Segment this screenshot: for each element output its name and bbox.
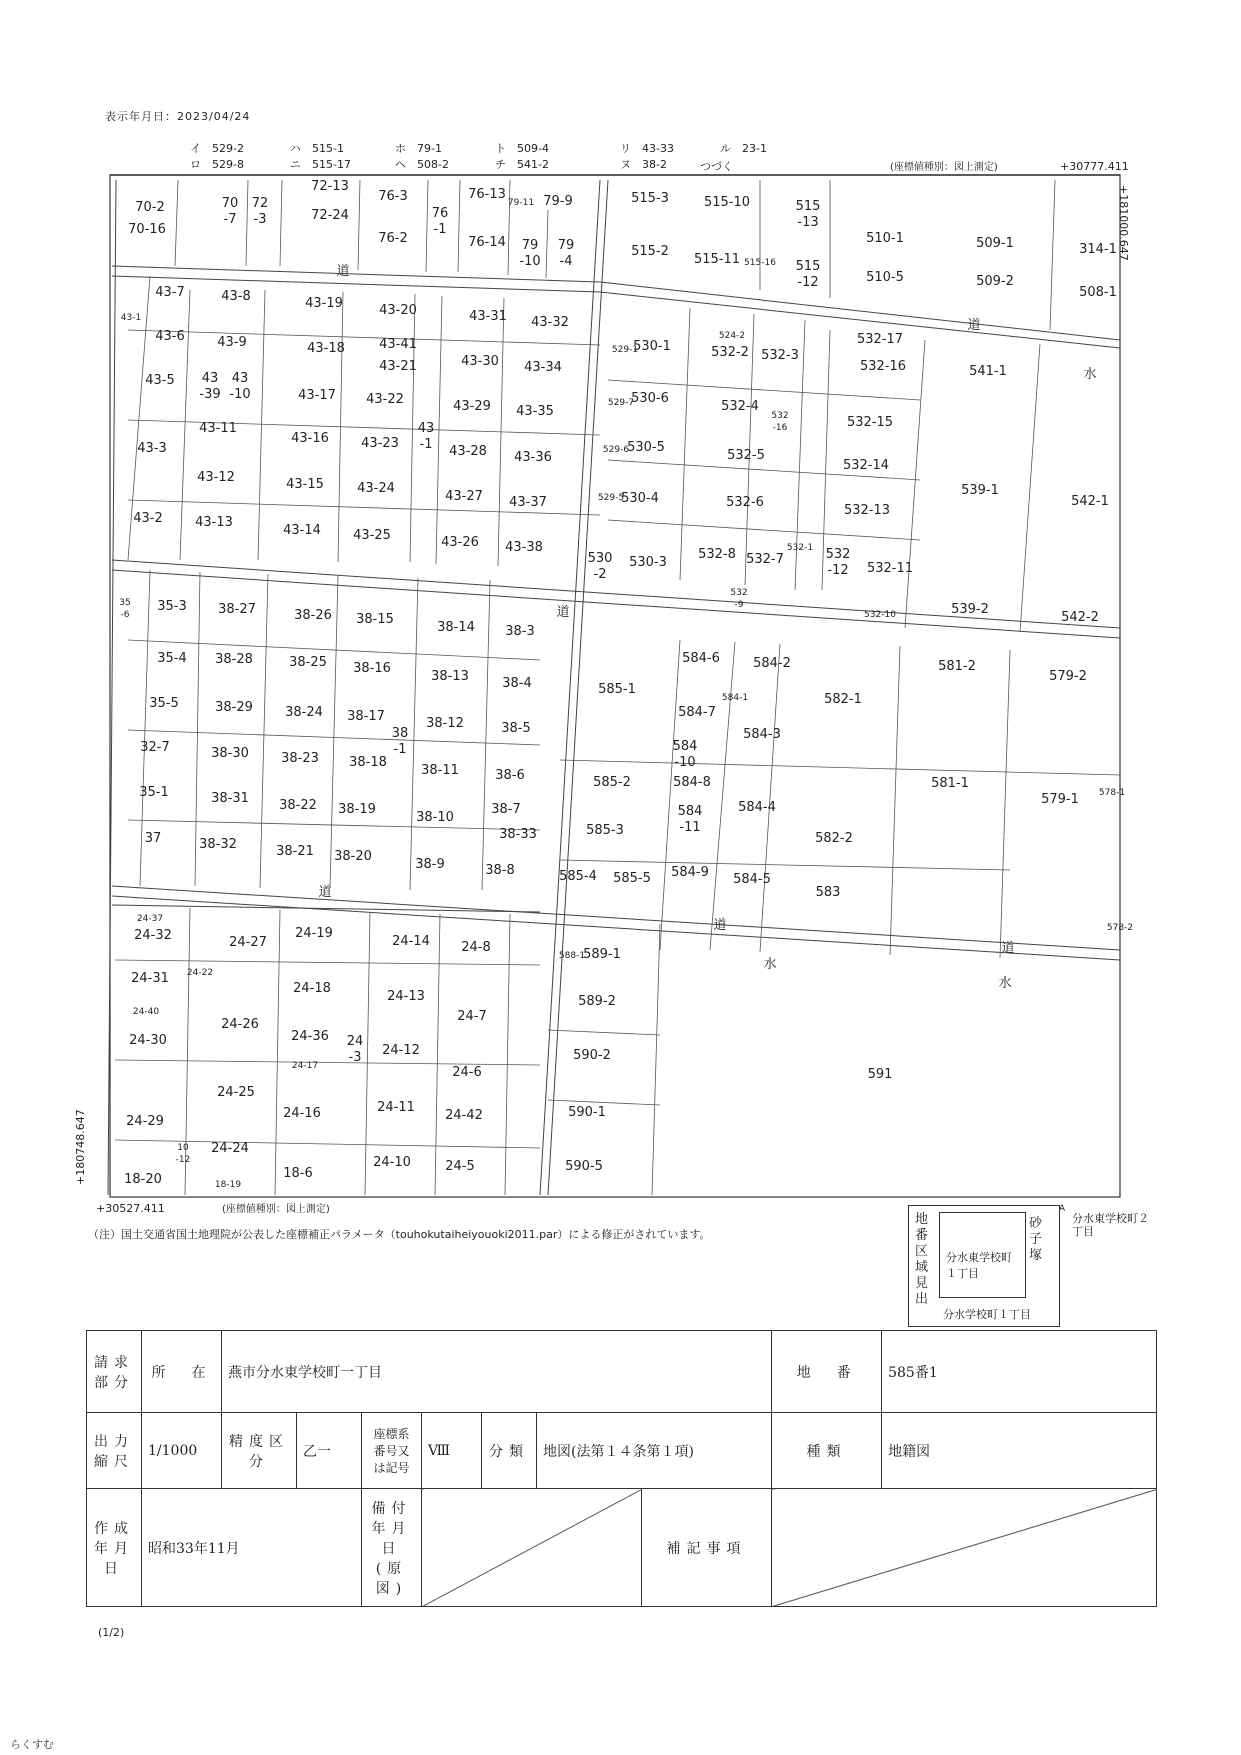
parcel-label: 539-1 xyxy=(961,483,999,498)
parcel-label: 515-2 xyxy=(631,244,669,259)
category-label: 分類 xyxy=(482,1413,537,1489)
parcel-label: 43-11 xyxy=(199,421,237,436)
parcel-label: 43-8 xyxy=(221,289,251,304)
parcel-label: 530-1 xyxy=(633,339,671,354)
parcel-label: 43-7 xyxy=(155,285,185,300)
parcel-label: 43-41 xyxy=(379,337,417,352)
parcel-label: 532-5 xyxy=(727,448,765,463)
parcel-label: 18-20 xyxy=(124,1172,162,1187)
parcel-label: 508-1 xyxy=(1079,285,1117,300)
parcel-label: 37 xyxy=(144,831,162,846)
parcel-label: -4 xyxy=(559,254,573,269)
legend-code: イ 529-2 xyxy=(190,142,244,155)
parcel-label: 515-3 xyxy=(631,191,669,206)
parcel-label: 530 xyxy=(587,551,613,566)
parcel-label: -11 xyxy=(679,820,701,835)
parcel-label: 532 xyxy=(825,547,851,562)
parcel-label: 38-25 xyxy=(289,655,327,670)
parcel-small-label: 578-2 xyxy=(1106,923,1134,933)
parcel-label: 43-24 xyxy=(357,481,395,496)
parcel-label: 38-31 xyxy=(211,791,249,806)
coord-note-top: (座標値種別：図上測定) xyxy=(890,162,998,173)
parcel-label: 584-5 xyxy=(733,872,771,887)
parcel-label: 38-12 xyxy=(426,716,464,731)
parcel-label: 43-31 xyxy=(469,309,507,324)
parcel-small-label: -6 xyxy=(120,610,130,620)
parcel-label: 530-5 xyxy=(627,440,665,455)
parcel-label: 532-15 xyxy=(846,415,894,430)
parcel-label: 583 xyxy=(815,885,841,900)
legend-code: ホ 79-1 xyxy=(395,142,442,155)
parcel-label: 43-38 xyxy=(505,540,543,555)
parcel-label: 542-2 xyxy=(1061,610,1099,625)
parcel-label: 43-34 xyxy=(524,360,562,375)
correction-note: （注）国土交通省国土地理院が公表した座標補正パラメータ（touhokutaiheiyouoki2011.par）による修正がされています。 xyxy=(88,1228,711,1241)
parcel-label: 24-5 xyxy=(445,1159,475,1174)
info-table xyxy=(86,1330,1157,1607)
parcel-label: 38-8 xyxy=(485,863,515,878)
parcel-label: 38-29 xyxy=(215,700,253,715)
parcel-label: -10 xyxy=(229,387,251,402)
parcel-label: 道 xyxy=(318,885,332,900)
parcel-label: 79 xyxy=(521,238,539,253)
parcel-label: 43-37 xyxy=(509,495,547,510)
parcel-label: 539-2 xyxy=(951,602,989,617)
parcel-label: 24-6 xyxy=(452,1065,482,1080)
parcel-label: 542-1 xyxy=(1071,494,1109,509)
parcel-label: 532-7 xyxy=(746,552,784,567)
parcel-label: 591 xyxy=(867,1067,893,1082)
created-label: 作成年月日 xyxy=(87,1489,142,1607)
legend-codes xyxy=(190,142,767,171)
parcel-label: 24-11 xyxy=(377,1100,415,1115)
parcel-label: 43-2 xyxy=(133,511,163,526)
parcel-label: 532-13 xyxy=(843,503,891,518)
parcel-label: -7 xyxy=(223,212,237,227)
parcel-label: 43-19 xyxy=(305,296,343,311)
parcel-small-label: 529-5 xyxy=(597,493,625,503)
legend-code: ト 509-4 xyxy=(495,142,549,155)
parcel-label: 584-8 xyxy=(673,775,711,790)
coord-side-bottom: +180748.647 xyxy=(74,1109,87,1185)
parcel-label: 18-6 xyxy=(283,1166,313,1181)
parcel-label: 35-5 xyxy=(149,696,179,711)
legend-code: ニ 515-17 xyxy=(290,158,351,171)
parcel-label: 35-3 xyxy=(157,599,187,614)
parcel-label: 76-14 xyxy=(468,235,506,250)
parcel-label: 43-28 xyxy=(449,444,487,459)
parcel-label: -10 xyxy=(519,254,541,269)
legend-bottom-town: 分水学校町１丁目 xyxy=(943,1308,1031,1321)
parcel-label: 585-2 xyxy=(593,775,631,790)
parcel-label: 38-5 xyxy=(501,721,531,736)
parcel-label: 35-1 xyxy=(139,785,169,800)
precision-value: 乙一 xyxy=(297,1413,362,1489)
parcel-label: 38-22 xyxy=(279,798,317,813)
legend-outside-town: 分水東学校町２丁目 xyxy=(1072,1212,1149,1238)
parcel-label: 70-16 xyxy=(128,222,166,237)
parcel-label: 24-26 xyxy=(221,1017,259,1032)
legend-title: 地番区域見出 xyxy=(915,1212,929,1307)
parcel-label: 43-17 xyxy=(298,388,336,403)
parcel-label: 79-9 xyxy=(543,194,573,209)
legend-code: リ 43-33 xyxy=(620,142,674,155)
parcel-small-label: 10 xyxy=(177,1143,189,1153)
parcel-label: 43-35 xyxy=(516,404,554,419)
category-value: 地図(法第１４条第１項) xyxy=(537,1413,772,1489)
parcel-label: 38-24 xyxy=(285,705,323,720)
parcel-label: 道 xyxy=(713,918,727,933)
parcel-label: 24-24 xyxy=(211,1141,249,1156)
parcel-label: 24-32 xyxy=(134,928,172,943)
parcel-label: 532-8 xyxy=(698,547,736,562)
parcel-label: 532-2 xyxy=(711,345,749,360)
parcel-small-label: 24-37 xyxy=(136,914,164,924)
prepared-label: 備付年月日(原図) xyxy=(362,1489,422,1607)
parcel-small-label: 584-1 xyxy=(721,693,749,703)
parcel-label: 530-3 xyxy=(629,555,667,570)
parcel-label: 24-10 xyxy=(373,1155,411,1170)
parcel-label: 43-3 xyxy=(137,441,167,456)
parcel-label: 584-9 xyxy=(671,865,709,880)
parcel-label: 38-16 xyxy=(353,661,391,676)
location-value: 燕市分水東学校町一丁目 xyxy=(222,1331,772,1413)
parcel-label: 38-32 xyxy=(199,837,237,852)
legend-code: ヌ 38-2 xyxy=(620,158,667,171)
parcel-label: 24-12 xyxy=(382,1043,420,1058)
coord-side-top: +181000.647 xyxy=(1117,185,1130,261)
parcel-label: -2 xyxy=(593,567,607,582)
parcel-label: 509-1 xyxy=(976,236,1014,251)
parcel-label: 24 xyxy=(346,1034,364,1049)
legend-code: ヘ 508-2 xyxy=(395,158,449,171)
parcel-label: 72 xyxy=(251,196,269,211)
parcel-label: 584-7 xyxy=(678,705,716,720)
parcel-label: -39 xyxy=(199,387,221,402)
parcel-label: 43-22 xyxy=(366,392,404,407)
parcel-label: 532-17 xyxy=(856,332,904,347)
parcel-label: -13 xyxy=(797,215,819,230)
parcel-label: 589-2 xyxy=(578,994,616,1009)
lot-label: 地 番 xyxy=(772,1331,882,1413)
parcel-label: 38-13 xyxy=(431,669,469,684)
scale-label: 出力縮尺 xyxy=(87,1413,142,1489)
legend-code: ル 23-1 xyxy=(720,142,767,155)
parcel-label: 38-4 xyxy=(502,676,532,691)
location-label: 所 在 xyxy=(142,1331,222,1413)
parcel-label: 24-30 xyxy=(129,1033,167,1048)
parcel-label: 584-3 xyxy=(743,727,781,742)
parcel-label: 38-7 xyxy=(491,802,521,817)
parcel-label: 515 xyxy=(795,199,821,214)
type-label: 種類 xyxy=(772,1413,882,1489)
parcel-label: 水 xyxy=(998,976,1012,991)
parcel-label: 579-2 xyxy=(1049,669,1087,684)
parcel-label: 24-7 xyxy=(457,1009,487,1024)
remarks-label: 補記事項 xyxy=(642,1489,772,1607)
parcel-label: 43-18 xyxy=(307,341,345,356)
parcel-label: 24-27 xyxy=(229,935,267,950)
remarks-value xyxy=(772,1489,1157,1607)
precision-label: 精度区分 xyxy=(222,1413,297,1489)
parcel-label: 532-3 xyxy=(761,348,799,363)
parcel-label: 585-1 xyxy=(598,682,636,697)
parcel-label: 24-31 xyxy=(131,971,169,986)
parcel-label: 72-13 xyxy=(311,179,349,194)
created-value: 昭和33年11月 xyxy=(142,1489,362,1607)
parcel-label: 43-5 xyxy=(145,373,175,388)
parcel-label: 541-1 xyxy=(969,364,1007,379)
parcel-small-label: -16 xyxy=(772,423,788,433)
parcel-label: 43-30 xyxy=(461,354,499,369)
parcel-label: 515 xyxy=(795,259,821,274)
parcel-label: 38-18 xyxy=(349,755,387,770)
parcel-small-label: 524-2 xyxy=(718,331,746,341)
parcel-label: 532-6 xyxy=(726,495,764,510)
parcel-label: 581-2 xyxy=(938,659,976,674)
parcel-label: 515-11 xyxy=(693,252,741,267)
parcel-label: 582-2 xyxy=(815,831,853,846)
parcel-label: 38-11 xyxy=(421,763,459,778)
parcel-label: 509-2 xyxy=(976,274,1014,289)
parcel-small-label: 24-22 xyxy=(186,968,214,978)
parcel-label: 532-11 xyxy=(866,561,914,576)
request-section-label: 請求部分 xyxy=(87,1331,142,1413)
parcel-label: 38-3 xyxy=(505,624,535,639)
parcel-label: 24-8 xyxy=(461,940,491,955)
parcel-label: 532-4 xyxy=(721,399,759,414)
parcel-label: 70-2 xyxy=(135,200,165,215)
parcel-label: 76-3 xyxy=(378,189,408,204)
display-date: 表示年月日：2023/04/24 xyxy=(105,110,251,123)
prepared-value xyxy=(422,1489,642,1607)
parcel-label: 43-29 xyxy=(453,399,491,414)
parcel-label: -12 xyxy=(827,563,849,578)
parcel-label: 38-28 xyxy=(215,652,253,667)
parcel-label: 584 xyxy=(677,804,703,819)
parcel-label: 43-16 xyxy=(291,431,329,446)
parcel-label: 38-10 xyxy=(416,810,454,825)
parcel-label: 314-1 xyxy=(1079,242,1117,257)
parcel-label: 38-26 xyxy=(294,608,332,623)
parcel-label: 38-14 xyxy=(437,620,475,635)
parcel-label: 76-2 xyxy=(378,231,408,246)
parcel-label: 38-21 xyxy=(276,844,314,859)
parcel-label: 道 xyxy=(1001,941,1015,956)
parcel-label: 70 xyxy=(221,196,239,211)
parcel-small-label: 529-7 xyxy=(607,398,635,408)
parcel-label: 532-14 xyxy=(842,458,890,473)
parcel-label: -3 xyxy=(348,1050,362,1065)
parcel-label: 水 xyxy=(763,957,777,972)
parcel-small-label: 35 xyxy=(119,598,131,608)
parcel-label: 38-20 xyxy=(334,849,372,864)
parcel-labels xyxy=(124,179,1117,1187)
parcel-label: 43-27 xyxy=(445,489,483,504)
parcel-label: 581-1 xyxy=(931,776,969,791)
parcel-small-label: 532-10 xyxy=(864,610,896,620)
parcel-label: 584-2 xyxy=(753,656,791,671)
parcel-label: 43-14 xyxy=(283,523,321,538)
continuation-text: つづく xyxy=(700,160,733,173)
parcel-label: 道 xyxy=(336,264,350,279)
parcel-label: 530-6 xyxy=(631,391,669,406)
parcel-label: 43-6 xyxy=(155,329,185,344)
parcel-label: -1 xyxy=(419,437,433,452)
parcel-small-label: -9 xyxy=(734,600,744,610)
parcel-label: 38-27 xyxy=(218,602,256,617)
lot-value: 585番1 xyxy=(882,1331,1157,1413)
parcel-label: 582-1 xyxy=(824,692,862,707)
parcel-label: 38-15 xyxy=(356,612,394,627)
parcel-label: 24-29 xyxy=(126,1114,164,1129)
parcel-label: -10 xyxy=(674,755,696,770)
parcel-small-label: -12 xyxy=(175,1155,191,1165)
parcel-label: 43-13 xyxy=(195,515,233,530)
parcel-label: 43-15 xyxy=(286,477,324,492)
parcel-label: -1 xyxy=(393,742,407,757)
parcel-label: 530-4 xyxy=(621,491,659,506)
parcel-label: 38-33 xyxy=(499,827,537,842)
coord-note-bottom: (座標値種別：図上測定) xyxy=(222,1204,330,1215)
parcel-label: 584-4 xyxy=(738,800,776,815)
parcel-label: 38-30 xyxy=(211,746,249,761)
parcel-small-label: A xyxy=(1058,1204,1066,1214)
parcel-label: 585-3 xyxy=(586,823,624,838)
parcel-label: 584-6 xyxy=(682,651,720,666)
parcel-label: 43-12 xyxy=(197,470,235,485)
parcel-label: 43-25 xyxy=(353,528,391,543)
parcel-label: 24-16 xyxy=(283,1106,321,1121)
parcel-small-label: 532 xyxy=(730,588,748,598)
parcel-label: 24-19 xyxy=(295,926,333,941)
parcel-label: 510-5 xyxy=(866,270,904,285)
parcel-label: 43-32 xyxy=(531,315,569,330)
parcel-label: 43-26 xyxy=(441,535,479,550)
parcel-label: 38-23 xyxy=(281,751,319,766)
parcel-label: 38-9 xyxy=(415,857,445,872)
parcel-label: 24-18 xyxy=(293,981,331,996)
parcel-label: 38-17 xyxy=(347,709,385,724)
parcel-label: 38-6 xyxy=(495,768,525,783)
legend-code: ハ 515-1 xyxy=(290,142,344,155)
parcel-small-label: 529-6 xyxy=(602,445,630,455)
legend-code: チ 541-2 xyxy=(495,158,549,171)
parcel-label: 38 xyxy=(391,726,409,741)
parcel-label: 道 xyxy=(556,605,570,620)
parcel-label: 32-7 xyxy=(140,740,170,755)
parcel-label: 43 xyxy=(417,421,435,436)
parcel-small-label: 24-40 xyxy=(132,1007,160,1017)
parcel-small-label: 532-1 xyxy=(786,543,814,553)
parcel-small-label: 532 xyxy=(771,411,789,421)
parcel-label: -1 xyxy=(433,222,447,237)
parcel-label: 79 xyxy=(557,238,575,253)
parcel-label: 76-13 xyxy=(468,187,506,202)
parcel-label: 72-24 xyxy=(311,208,349,223)
page-number: (1/2) xyxy=(98,1626,125,1639)
parcel-label: 510-1 xyxy=(866,231,904,246)
coord-top-right: +30777.411 xyxy=(1060,160,1129,173)
parcel-label: 590-2 xyxy=(573,1048,611,1063)
district-legend xyxy=(908,1205,1060,1327)
parcel-label: 水 xyxy=(1083,367,1097,382)
parcel-small-label: 43-1 xyxy=(120,313,142,323)
legend-code: ロ 529-8 xyxy=(190,158,244,171)
parcel-small-label: 588-1 xyxy=(558,951,586,961)
parcel-small-label: 515-16 xyxy=(744,258,776,268)
parcel-small-label: 18-19 xyxy=(214,1180,242,1190)
parcel-label: 585-4 xyxy=(559,869,597,884)
parcel-label: 43 xyxy=(201,371,219,386)
coord-bottom-left: +30527.411 xyxy=(96,1202,165,1215)
parcel-label: 43-9 xyxy=(217,335,247,350)
parcel-small-label: 529-1 xyxy=(611,345,639,355)
scale-value: 1/1000 xyxy=(142,1413,222,1489)
parcel-label: 24-25 xyxy=(217,1085,255,1100)
parcel-label: 43-20 xyxy=(379,303,417,318)
legend-inner-town: 分水東学校町１丁目 xyxy=(946,1251,1012,1280)
parcel-label: 590-1 xyxy=(568,1105,606,1120)
parcel-small-label: 79-11 xyxy=(507,198,535,208)
parcel-label: 579-1 xyxy=(1041,792,1079,807)
parcel-label: -3 xyxy=(253,212,267,227)
parcel-label: 道 xyxy=(967,318,981,333)
parcel-label: 584 xyxy=(672,739,698,754)
type-value: 地籍図 xyxy=(882,1413,1157,1489)
parcel-label: 24-13 xyxy=(387,989,425,1004)
coord-label: 座標系番号又は記号 xyxy=(362,1413,422,1489)
legend-side-town: 砂子塚 xyxy=(1029,1216,1043,1263)
parcel-label: 43-36 xyxy=(514,450,552,465)
parcel-label: 515-10 xyxy=(703,195,751,210)
parcel-label: 24-14 xyxy=(392,934,430,949)
parcel-label: 38-19 xyxy=(338,802,376,817)
parcel-label: 590-5 xyxy=(565,1159,603,1174)
parcel-label: 589-1 xyxy=(583,947,621,962)
parcel-small-label: 578-1 xyxy=(1098,788,1126,798)
parcel-label: 532-16 xyxy=(859,359,907,374)
parcel-label: 35-4 xyxy=(157,651,187,666)
parcel-label: 24-42 xyxy=(445,1108,483,1123)
legend-inner-box xyxy=(939,1212,1026,1298)
parcel-small-label: 24-17 xyxy=(291,1061,319,1071)
parcel-label: -12 xyxy=(797,275,819,290)
parcel-label: 43-23 xyxy=(361,436,399,451)
parcel-label: 585-5 xyxy=(613,871,651,886)
parcel-label: 24-36 xyxy=(291,1029,329,1044)
coord-value: Ⅷ xyxy=(422,1413,482,1489)
parcel-label: 43 xyxy=(231,371,249,386)
footer-logo: らくすむ xyxy=(10,1738,54,1751)
parcel-label: 76 xyxy=(431,206,449,221)
parcel-label: 43-21 xyxy=(379,359,417,374)
